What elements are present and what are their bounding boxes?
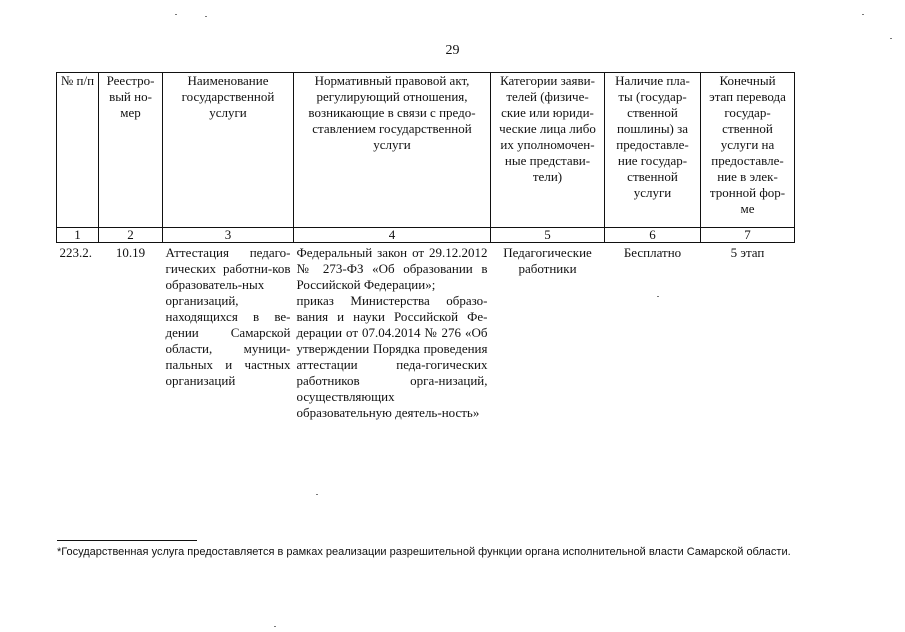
row-applicants: Педагогические работники (503, 245, 592, 276)
footnote-divider (57, 540, 197, 541)
column-number: 5 (491, 228, 605, 243)
scan-speck (316, 494, 318, 495)
row-final-stage: 5 этап (730, 245, 765, 260)
footnote: *Государственная услуга предоставляется в рамках реализации разрешительной функции органа исполнительной власти Самарской области. (57, 546, 791, 558)
row-legal-act: Федеральный закон от 29.12.2012 № 273-ФЗ «Об образовании в Российской Федерации»; приказ Министерства образо-вания и науки Российской Фе-дерации от 07.04.2014 № 276 «Об утверждении Порядка проведения аттестации педа-гогических работников орга-низаций, осуществляющих образовательную деятель-ность» (296, 245, 488, 420)
scan-speck (862, 14, 864, 15)
row-registry: 10.19 (115, 245, 146, 260)
page-number: 29 (445, 43, 460, 58)
services-table (56, 72, 795, 421)
column-number: 7 (701, 228, 795, 243)
row-service-name: Аттестация педаго-гических работни-ков образователь-ных организаций, находящихся в ве-дении Самарской области, муници-пальных и частных организаций (165, 245, 291, 388)
column-number: 2 (99, 228, 163, 243)
column-number: 3 (163, 228, 294, 243)
scan-speck (175, 14, 177, 15)
scan-speck (890, 38, 892, 39)
header-fee: Наличие пла- ты (государ- ственной пошлины) за предоставле- ние государ- ственной услуги (605, 73, 701, 228)
table-row (57, 243, 795, 422)
scan-speck (274, 626, 276, 627)
row-fee: Бесплатно (623, 245, 682, 260)
column-number: 4 (294, 228, 491, 243)
row-number: 223.2. (59, 245, 92, 260)
scan-speck (657, 296, 659, 297)
scan-speck (205, 16, 207, 17)
column-number: 1 (57, 228, 99, 243)
header-number: № п/п (57, 73, 99, 228)
header-row (57, 73, 795, 228)
header-registry: Реестро- вый но- мер (99, 73, 163, 228)
header-legal-act: Нормативный правовой акт, регулирующий отношения, возникающие в связи с предо- ставлением государственной услуги (294, 73, 491, 228)
header-service-name: Наименование государственной услуги (163, 73, 294, 228)
header-final-stage: Конечный этап перевода государ- ственной услуги на предоставле- ние в элек- тронной фор- ме (701, 73, 795, 228)
header-applicants: Категории заяви- телей (физиче- ские или юриди- ческие лица либо их уполномочен- ные представи- тели) (491, 73, 605, 228)
column-number: 6 (605, 228, 701, 243)
column-number-row (57, 228, 795, 243)
